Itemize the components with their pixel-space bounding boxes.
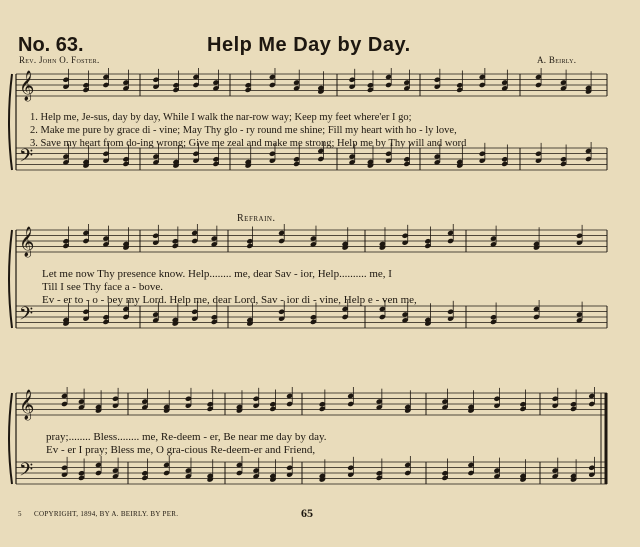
treble-clef-icon: 𝄞 bbox=[19, 390, 35, 420]
system3-line1: pray;........ Bless........ me, Re-deem - er, Be near me day by day. bbox=[46, 431, 327, 443]
music-credit: A. Beirly. bbox=[537, 55, 577, 65]
system-brace bbox=[9, 74, 12, 170]
hymn-number: No. 63. bbox=[18, 34, 84, 56]
treble-clef-icon: 𝄞 bbox=[19, 71, 35, 101]
system1-verse2: 2. Make me pure by grace di - vine; May Thy glo - ry round me shine; Fill my heart with ho - ly love, bbox=[30, 125, 457, 136]
system2-verse3: Ev - er to - o - bey my Lord. Help me, dear Lord, Sav - ior di - vine, Help e - ven me, bbox=[42, 294, 417, 306]
bass-clef-icon: 𝄢 bbox=[19, 146, 34, 171]
bass-clef-icon: 𝄢 bbox=[19, 460, 34, 485]
hymn-title: Help Me Day by Day. bbox=[207, 34, 411, 56]
system-brace bbox=[9, 393, 12, 484]
bass-clef-icon: 𝄢 bbox=[19, 304, 34, 329]
system1-verse3: 3. Save my heart from do-ing wrong; Give me zeal and make me strong; Help me by Thy will and word bbox=[30, 138, 467, 149]
system3-line2: Ev - er I pray; Bless me, O gra-cious Re-deem-er and Friend, bbox=[46, 444, 316, 456]
system-brace bbox=[9, 230, 12, 328]
system2-verse1: Let me now Thy presence know. Help........ me, dear Sav - ior, Help.......... me, I bbox=[42, 268, 392, 280]
words-credit: Rev. John O. Foster. bbox=[19, 55, 100, 65]
footer-mark: 5 bbox=[18, 510, 22, 518]
refrain-label: Refrain. bbox=[237, 213, 276, 224]
system2-verse2: Till I see Thy face a - bove. bbox=[42, 281, 163, 293]
system1-verse1: 1. Help me, Je-sus, day by day, While I walk the nar-row way; Keep my feet where'er I go; bbox=[30, 112, 412, 123]
page-number: 65 bbox=[301, 506, 313, 520]
treble-clef-icon: 𝄞 bbox=[19, 227, 35, 257]
copyright-notice: COPYRIGHT, 1894, BY A. BEIRLY. BY PER. bbox=[34, 510, 179, 518]
